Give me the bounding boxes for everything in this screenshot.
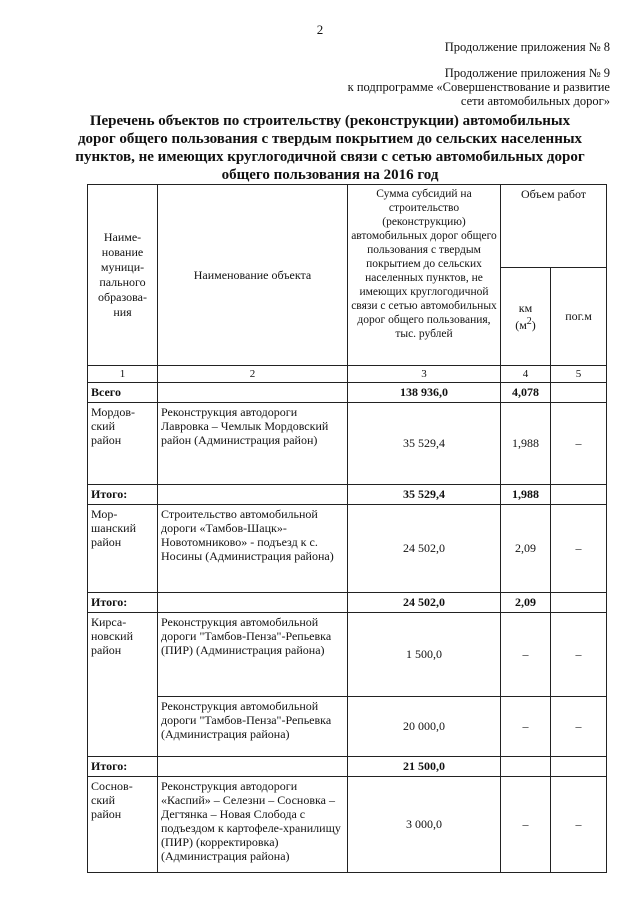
header-pm: пог.м — [551, 268, 607, 366]
table-row — [88, 777, 607, 873]
municipality-cell: Кирса- новский район — [88, 613, 158, 757]
subsidy-cell: 20 000,0 — [348, 697, 501, 757]
subtotal-km: 2,09 — [501, 593, 551, 613]
subtotal-label: Итого: — [88, 593, 158, 613]
km-cell: 2,09 — [501, 505, 551, 593]
appendix-8-continuation: Продолжение приложения № 8 — [444, 40, 610, 54]
pm-cell: – — [551, 697, 607, 757]
table-row — [88, 613, 607, 697]
document-title: Перечень объектов по строительству (реконструкции) автомобильных дорог общего пользования с твердым покрытием до сельских населенных пунктов, не имеющих круглогодичной связи с сетью автомобильных дорог общего пользования на 2016 год — [75, 113, 585, 183]
grand-total-sum: 138 936,0 — [348, 383, 501, 403]
header-subsidy: Сумма субсидий на строительство (реконструкцию) автомобильных дорог общего пользования с твердым покрытием до сельских населенных пунктов, не имеющих круглогодичной связи с сетью автомобильных дорог общего пользования, тыс. рублей — [348, 185, 501, 366]
grand-total-row — [88, 383, 607, 403]
subsidy-cell: 1 500,0 — [348, 613, 501, 697]
header-municipality: Наиме- нование муници- пального образова- ния — [88, 185, 158, 366]
header-km-label: км — [518, 300, 533, 315]
km-cell: – — [501, 777, 551, 873]
subtotal-km — [501, 757, 551, 777]
table-row — [88, 403, 607, 485]
object-cell: Реконструкция автодороги Лавровка – Чемлык Мордовский район (Администрация район) — [158, 403, 348, 485]
subtotal-sum: 21 500,0 — [348, 757, 501, 777]
appendix-9-line3: сети автомобильных дорог» — [460, 94, 610, 108]
header-km-close: ) — [531, 317, 536, 332]
subtotal-row — [88, 757, 607, 777]
header-km-sup: 2 — [526, 315, 532, 327]
subsidy-cell: 24 502,0 — [348, 505, 501, 593]
grand-total-object — [158, 383, 348, 403]
header-volume: Объем работ — [501, 185, 607, 268]
subtotal-sum: 24 502,0 — [348, 593, 501, 613]
header-object: Наименование объекта — [158, 185, 348, 366]
subtotal-pm — [551, 757, 607, 777]
subsidy-cell: 35 529,4 — [348, 403, 501, 485]
subtotal-label: Итого: — [88, 757, 158, 777]
page-number: 2 — [316, 22, 324, 37]
table-row — [88, 505, 607, 593]
subsidy-cell: 3 000,0 — [348, 777, 501, 873]
km-cell: – — [501, 613, 551, 697]
subtotal-row — [88, 485, 607, 505]
pm-cell: – — [551, 777, 607, 873]
objects-table — [87, 184, 607, 873]
appendix-9-line1: Продолжение приложения № 9 — [444, 66, 610, 80]
object-cell: Реконструкция автодороги «Каспий» – Селезни – Сосновка – Дегтянка – Новая Слобода с подъездом к картофеле-хранилищу (ПИР) (корректировка) (Администрация района) — [158, 777, 348, 873]
municipality-cell: Мордов- ский район — [88, 403, 158, 485]
subtotal-pm — [551, 593, 607, 613]
subtotal-row — [88, 593, 607, 613]
grand-total-km: 4,078 — [501, 383, 551, 403]
pm-cell: – — [551, 613, 607, 697]
municipality-cell: Соснов- ский район — [88, 777, 158, 873]
subtotal-object — [158, 485, 348, 505]
object-cell: Строительство автомобильной дороги «Тамбов-Шацк»-Новотомниково» - подъезд к с. Носины (Администрация района) — [158, 505, 348, 593]
subtotal-pm — [551, 485, 607, 505]
grand-total-label: Всего — [88, 383, 158, 403]
pm-cell: – — [551, 505, 607, 593]
index-cell: 1 — [88, 366, 158, 383]
table-row — [88, 697, 607, 757]
header-km — [501, 268, 551, 366]
km-cell: 1,988 — [501, 403, 551, 485]
appendix-9-continuation — [348, 66, 610, 108]
appendix-9-line2: к подпрограмме «Совершенствование и развитие — [347, 80, 610, 94]
index-cell: 4 — [501, 366, 551, 383]
object-cell: Реконструкция автомобильной дороги "Тамбов-Пенза"-Репьевка (ПИР) (Администрация района) — [158, 613, 348, 697]
subtotal-sum: 35 529,4 — [348, 485, 501, 505]
km-cell: – — [501, 697, 551, 757]
header-km-unit: (м — [515, 317, 527, 332]
municipality-cell: Мор- шанский район — [88, 505, 158, 593]
index-cell: 3 — [348, 366, 501, 383]
subtotal-object — [158, 757, 348, 777]
index-cell: 2 — [158, 366, 348, 383]
subtotal-label: Итого: — [88, 485, 158, 505]
subtotal-km: 1,988 — [501, 485, 551, 505]
header-row — [88, 185, 607, 268]
object-cell: Реконструкция автомобильной дороги "Тамбов-Пенза"-Репьевка (Администрация района) — [158, 697, 348, 757]
index-row — [88, 366, 607, 383]
index-cell: 5 — [551, 366, 607, 383]
subtotal-object — [158, 593, 348, 613]
pm-cell: – — [551, 403, 607, 485]
grand-total-pm — [551, 383, 607, 403]
